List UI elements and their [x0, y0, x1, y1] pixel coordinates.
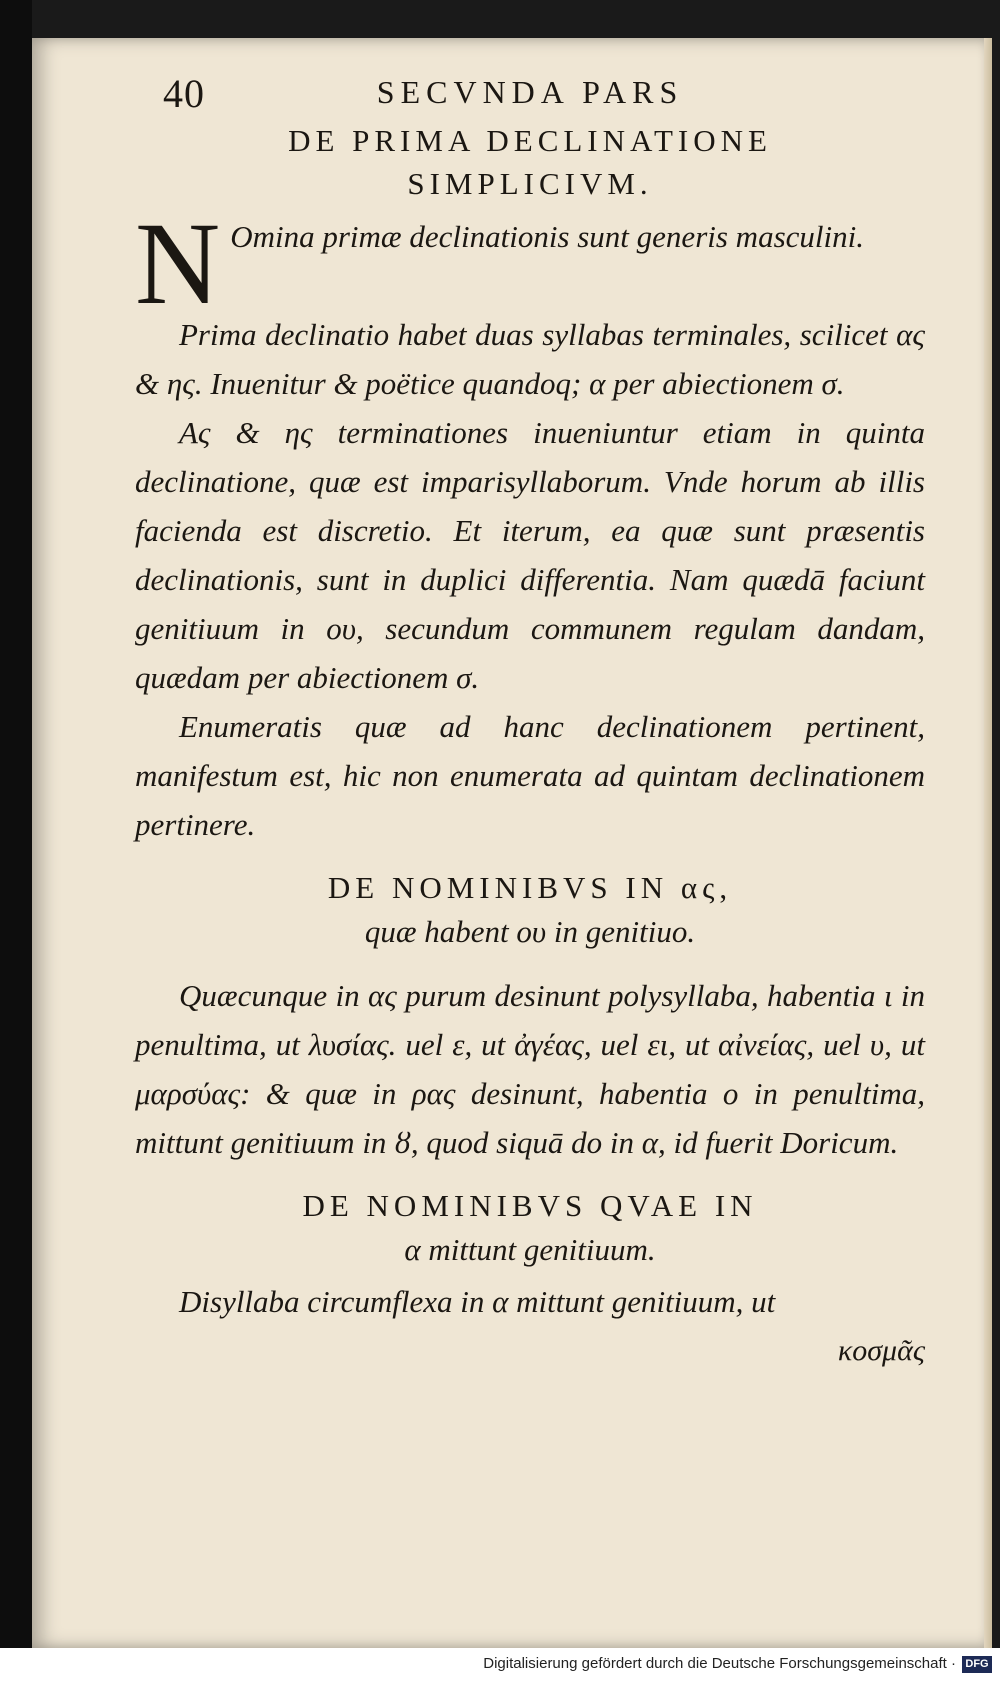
- section-heading-nominibus-in-as: DE NOMINIBVS IN ας,: [327, 870, 733, 905]
- section-heading-prima-declinatione: DE PRIMA DECLINATIONE: [288, 123, 772, 158]
- book-spine-shadow: [0, 0, 32, 1681]
- section-caption-genitiuo: quæ habent ου in genitiuo.: [364, 914, 696, 949]
- paragraph-prima-declinatio: Prima declinatio habet duas syllabas terminales, scilicet ας & ης. Inuenitur & poëtice quandoq; α per abiectionem σ.: [135, 317, 925, 401]
- paragraph-enumeratis: Enumeratis quæ ad hanc declinationem pertinent, manifestum est, hic non enumerata ad quintam declinationem pertinere.: [135, 709, 925, 842]
- paragraph-nomina: Omina primæ declinationis sunt generis masculini.: [230, 219, 864, 254]
- section-caption-mittunt: α mittunt genitiuum.: [404, 1232, 656, 1267]
- catchword: κοσμᾶς: [837, 1334, 925, 1367]
- page-text-block: [135, 70, 925, 1368]
- running-title: SECVNDA PARS: [376, 74, 684, 110]
- footer-credit: Digitalisierung gefördert durch die Deutsche Forschungsgemeinschaft ·: [483, 1655, 956, 1672]
- dropcap-paragraph: [135, 198, 925, 329]
- paragraph-quaecunque: Quæcunque in ας purum desinunt polysyllaba, habentia ι in penultima, ut λυσίας. uel ε, ut ἀγέας, uel ει, ut αἰνείας, uel υ, ut μαρσύας: & quæ in ρας desinunt, habentia ο in penultima, mittunt genitiuum in ȣ, quod siquā do in α, id fuerit Doricum.: [135, 978, 925, 1160]
- page-edge: [984, 38, 992, 1648]
- running-head: [135, 70, 925, 116]
- paragraph-terminationes: Ας & ης terminationes inueniuntur etiam in quinta declinatione, quæ est imparisyllaborum. Vnde horum ab illis facienda est discretio. Et iterum, ea quæ sunt præsentis declinationis, sunt in duplici differentia. Nam quædā faciunt genitiuum in ου, secundum communem regulam dandam, quædam per abiectionem σ.: [135, 415, 925, 695]
- paragraph-disyllaba: Disyllaba circumflexa in α mittunt genitiuum, ut: [179, 1284, 776, 1319]
- dropcap-letter: N: [135, 198, 221, 329]
- section-heading-simplicium: SIMPLICIVM.: [407, 166, 653, 201]
- page-number: 40: [163, 71, 205, 116]
- footer-bar: [0, 1648, 1000, 1681]
- section-heading-nominibus-quae-in: DE NOMINIBVS QVAE IN: [302, 1188, 758, 1223]
- dfg-logo-icon: DFG: [962, 1656, 992, 1673]
